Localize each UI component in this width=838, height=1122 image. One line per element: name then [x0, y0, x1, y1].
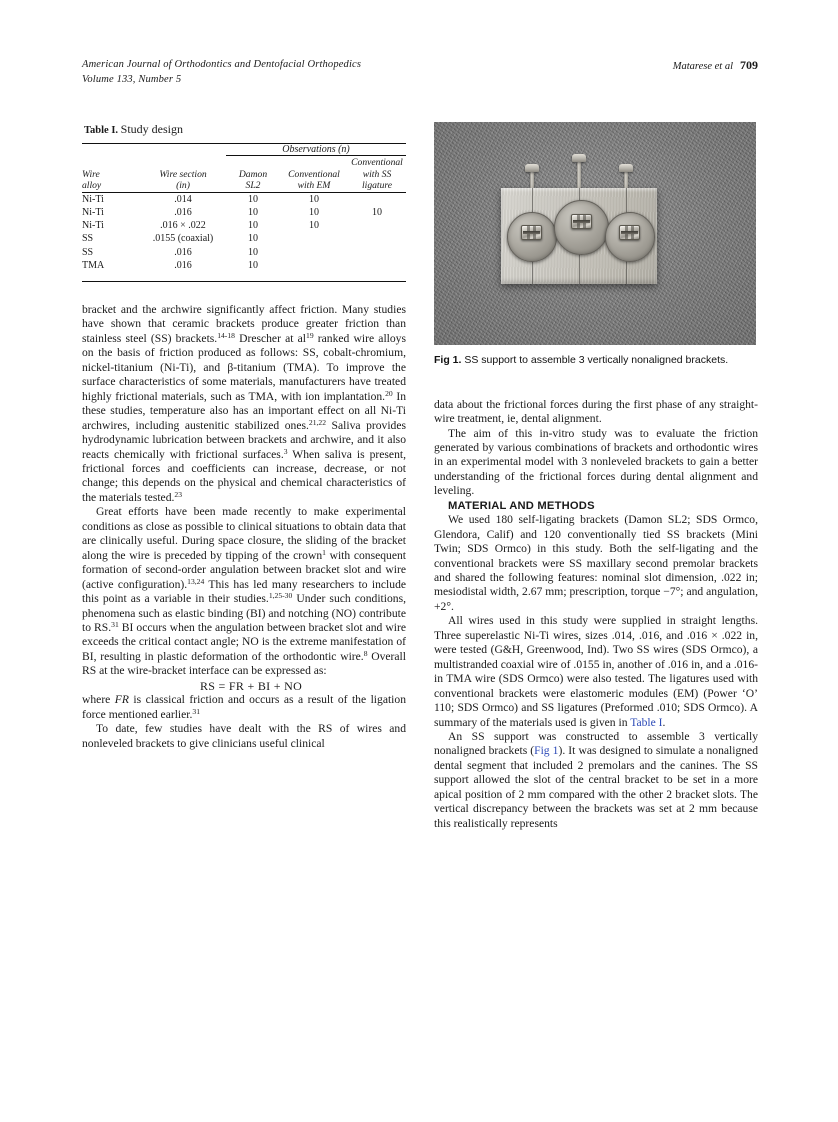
journal-title: American Journal of Orthodontics and Dentofacial Orthopedics — [82, 59, 362, 70]
cell-section: .016 × .022 — [160, 220, 206, 232]
running-head — [82, 58, 758, 94]
cell-damon: 10 — [248, 246, 258, 258]
cell-section: .016 — [174, 259, 192, 271]
paragraph-friction-literature — [82, 303, 406, 505]
observations-group-header: Observations (n) — [226, 144, 406, 156]
figure-caption-text: SS support to assemble 3 vertically nonaligned brackets. — [464, 354, 729, 366]
cell-section: .014 — [174, 193, 192, 205]
cell-alloy: Ni-Ti — [82, 193, 104, 205]
table-row — [82, 192, 406, 206]
paragraph-ss-support — [434, 730, 758, 831]
cell-damon: 10 — [248, 233, 258, 245]
col-header-conventional-ss — [348, 157, 406, 192]
citation-ref: 23 — [174, 489, 182, 499]
paragraph-clinical-data: data about the frictional forces during the first phase of any straight-wire treatment, ie, dental alignment. — [434, 397, 758, 426]
pin-head — [572, 154, 586, 162]
cell-damon: 10 — [248, 193, 258, 205]
paragraph-experimental-conditions — [82, 505, 406, 678]
study-design-table — [82, 143, 406, 282]
citation-ref: 13,24 — [187, 576, 205, 586]
page-number: 709 — [740, 58, 758, 72]
col-header-damon — [226, 157, 280, 192]
pin-head — [619, 164, 633, 172]
table-row — [82, 219, 406, 232]
paragraph-study-aim: The aim of this in-vitro study was to evaluate the friction generated by various combinations of brackets and orthodontic wires in an experimental model with 3 nonleveled brackets to gain a better understanding of the frictional forces during dental alignment and leveling. — [434, 426, 758, 498]
bracket-slot — [573, 220, 590, 223]
col-header-conventional-ss-l2: with SS — [362, 168, 392, 180]
citation-ref: 3 — [283, 446, 288, 456]
text-run: ). It was designed to simulate a nonaligned dental segment that included 2 premolars and the canines. The SS support allowed the slot of the central bracket to be set in a more apical position of 2 mm compared with the other 2 bracket slots. The vertical discrepancy between the brackets was set at 2 mm because this realistically represents — [434, 744, 758, 830]
paragraph-brackets-used: We used 180 self-ligating brackets (Damon SL2; SDS Ormco, Glendora, Calif) and 120 conventionally tied SS brackets (Mini Twin; SDS Ormco) in this study. Both the self-ligating and the conventional brackets were SS maxillary second premolar brackets and shared the following features: nominal slot dimension, .022 in; mesiodistal width, 2.67 mm; prescription, torque −7°; and angulation, +2°. — [434, 513, 758, 613]
cell-damon: 10 — [248, 259, 258, 271]
text-run: where — [82, 693, 115, 707]
col-header-wire-section-l2: (in) — [176, 180, 190, 192]
paragraph-fr-definition — [82, 693, 406, 722]
text-run: This has led many researchers to include this point as a variable in their studies. — [82, 577, 407, 606]
citation-ref: 20 — [385, 388, 393, 398]
col-header-damon-l2: SL2 — [245, 180, 261, 192]
cell-em — [280, 232, 348, 245]
cell-em: 10 — [309, 220, 319, 232]
equation-resistance-to-sliding: RS = FR + BI + NO — [199, 678, 303, 693]
text-run: Under such conditions, phenomena such as elastic binding (BI) and notching (NO) contribute to RS. — [82, 592, 406, 634]
table-row — [82, 259, 406, 272]
cell-em — [280, 246, 348, 259]
cell-alloy: TMA — [82, 259, 105, 271]
cell-section: .016 — [174, 246, 192, 258]
left-column-body — [82, 303, 406, 751]
citation-ref: 1 — [322, 547, 326, 557]
paragraph-few-studies: To date, few studies have dealt with the RS of wires and nonleveled brackets to give clinicians useful clinical — [82, 722, 406, 750]
table-bottom-rule — [82, 272, 406, 282]
cell-damon: 10 — [248, 220, 258, 232]
col-header-conventional-em-l2: with EM — [297, 180, 331, 192]
right-column — [434, 122, 758, 831]
text-run: An SS support was constructed to assemble 3 vertically nonaligned brackets ( — [434, 730, 758, 758]
table-group-header-row — [82, 144, 406, 156]
orthodontic-bracket-left — [521, 225, 542, 240]
text-run: bracket and the archwire significantly affect friction. Many studies have shown that ceramic brackets produce greater friction than stainless steel (SS) brackets. — [82, 303, 406, 345]
text-run: . — [662, 715, 666, 729]
running-head-authors: Matarese et al — [672, 61, 733, 72]
cell-section: .0155 (coaxial) — [152, 233, 214, 245]
figure-1-caption — [434, 354, 754, 368]
text-run: When saliva is present, frictional forces and coefficients can increase, decrease, or not change; this depends on the physical and chemical characteristics of the materials tested. — [82, 447, 406, 504]
text-run: Overall RS at the wire-bracket interface can be expressed as: — [82, 649, 407, 678]
cell-damon: 10 — [248, 206, 258, 218]
cell-section: .016 — [174, 206, 192, 218]
table-row — [82, 232, 406, 245]
table-label: Table I. — [84, 125, 119, 136]
citation-ref: 1,25-30 — [268, 591, 293, 601]
ss-support-block — [501, 188, 657, 284]
cell-em: 10 — [309, 206, 319, 218]
figure-label: Fig 1. — [434, 354, 462, 366]
col-header-conventional-ss-l3: ligature — [361, 180, 393, 192]
col-header-damon-l1: Damon — [238, 168, 268, 180]
pin-head — [525, 164, 539, 172]
citation-ref: 31 — [192, 706, 201, 716]
citation-ref: 19 — [306, 330, 314, 340]
mounting-pin-center — [577, 160, 581, 190]
figure-1 — [434, 122, 756, 368]
term-fr: FR — [114, 693, 129, 707]
bracket-slot — [523, 231, 540, 234]
section-heading-material-and-methods: MATERIAL AND METHODS — [448, 499, 595, 512]
cell-ss — [348, 192, 406, 206]
table-i-crossref-link[interactable]: Table I — [630, 715, 663, 729]
table-row — [82, 246, 406, 259]
mounting-pin-right — [624, 170, 628, 190]
text-run: In these studies, temperature also has an important effect on all Ni-Ti archwires, including austenitic stabilized ones. — [82, 389, 406, 432]
running-head-authors-page — [673, 58, 758, 75]
cell-em — [280, 259, 348, 272]
cell-alloy: Ni-Ti — [82, 220, 104, 232]
right-column-body — [434, 398, 758, 832]
paragraph-wires-used — [434, 614, 758, 730]
text-run: Saliva provides hydrodynamic lubrication between brackets and archwire, and it also reacts chemically with frictional surfaces. — [82, 418, 406, 461]
figure-1-photograph — [434, 122, 756, 345]
citation-ref: 31 — [111, 619, 119, 629]
citation-ref: 14-18 — [217, 330, 235, 340]
col-header-wire-alloy-l2: alloy — [82, 180, 102, 192]
text-run: is classical friction and occurs as a result of the ligation force mentioned earlier. — [82, 693, 406, 721]
cell-alloy: SS — [82, 246, 94, 258]
text-run: All wires used in this study were supplied in straight lengths. Three superelastic Ni-Ti wires, sizes .014, .016, and .016 × .022 in, were tested (G&H, Greenwood, Ind). Two SS wires (SDS Ormco), a multistranded coaxial wire of .0155 in, another of .016 in, and a .016-in TMA wire (SDS Ormco) were also tested. The ligatures used with conventional brackets were elastomeric modules (EM) (Power ‘O’ 110; SDS Ormco) and SS ligatures (Preformed .010; SDS Ormco). A summary of the materials used is given in — [434, 614, 758, 729]
citation-ref: 21,22 — [308, 417, 327, 427]
col-header-wire-alloy — [82, 157, 140, 192]
table-caption — [82, 122, 406, 138]
col-header-conventional-ss-l1: Conventional — [351, 157, 403, 168]
table-bottom-rule-row — [82, 272, 406, 282]
group-header-spacer-1 — [82, 144, 140, 156]
text-run: Great efforts have been made recently to make experimental conditions as close as possible to clinical situations to obtain data that are clinically useful. During space closure, the sliding of the bracket along the wire is preceded by tipping of the crown — [82, 505, 406, 562]
text-run: BI occurs when the angulation between bracket slot and wire exceeds the critical contact angle; NO is the extreme manifestation of BI, resulting in plastic deformation of the orthodontic wire. — [82, 620, 406, 663]
table-row — [82, 206, 406, 219]
col-header-conventional-em-l1: Conventional — [288, 168, 340, 180]
mounting-pin-left — [530, 170, 534, 190]
table-title-text: Study design — [120, 122, 184, 136]
col-header-conventional-em — [280, 157, 348, 192]
journal-volume-issue: Volume 133, Number 5 — [82, 73, 182, 85]
table-column-header-row — [82, 157, 406, 192]
running-head-journal — [82, 58, 361, 87]
col-header-wire-alloy-l1: Wire — [82, 168, 100, 180]
cell-ss — [348, 259, 406, 272]
text-run: with consequent formation of second-order angulation between bracket slot and wire (active configuration). — [82, 548, 406, 591]
left-column — [82, 122, 406, 751]
col-header-wire-section-l1: Wire section — [159, 168, 207, 180]
cell-ss — [348, 232, 406, 245]
group-header-spacer-2 — [140, 144, 226, 156]
citation-ref: 8 — [363, 648, 368, 658]
cell-em: 10 — [309, 193, 319, 205]
cell-ss: 10 — [372, 206, 382, 218]
bracket-slot — [621, 231, 638, 234]
orthodontic-bracket-right — [619, 225, 640, 240]
cell-ss — [348, 219, 406, 232]
col-header-wire-section — [140, 157, 226, 192]
cell-alloy: Ni-Ti — [82, 206, 104, 218]
text-run: ranked wire alloys on the basis of friction produced as follows: SS, cobalt-chromium, nickel-titanium (Ni-Ti), and β-titanium (TMA). To improve the surface characteristics of some materials, manufacturers have treated highly frictional materials, such as TMA, with ion implantation. — [82, 331, 406, 403]
cell-ss — [348, 246, 406, 259]
orthodontic-bracket-center — [571, 214, 592, 229]
cell-alloy: SS — [82, 233, 94, 245]
figure-1-crossref-link[interactable]: Fig 1 — [534, 744, 559, 758]
text-run: Drescher at al — [234, 331, 307, 345]
